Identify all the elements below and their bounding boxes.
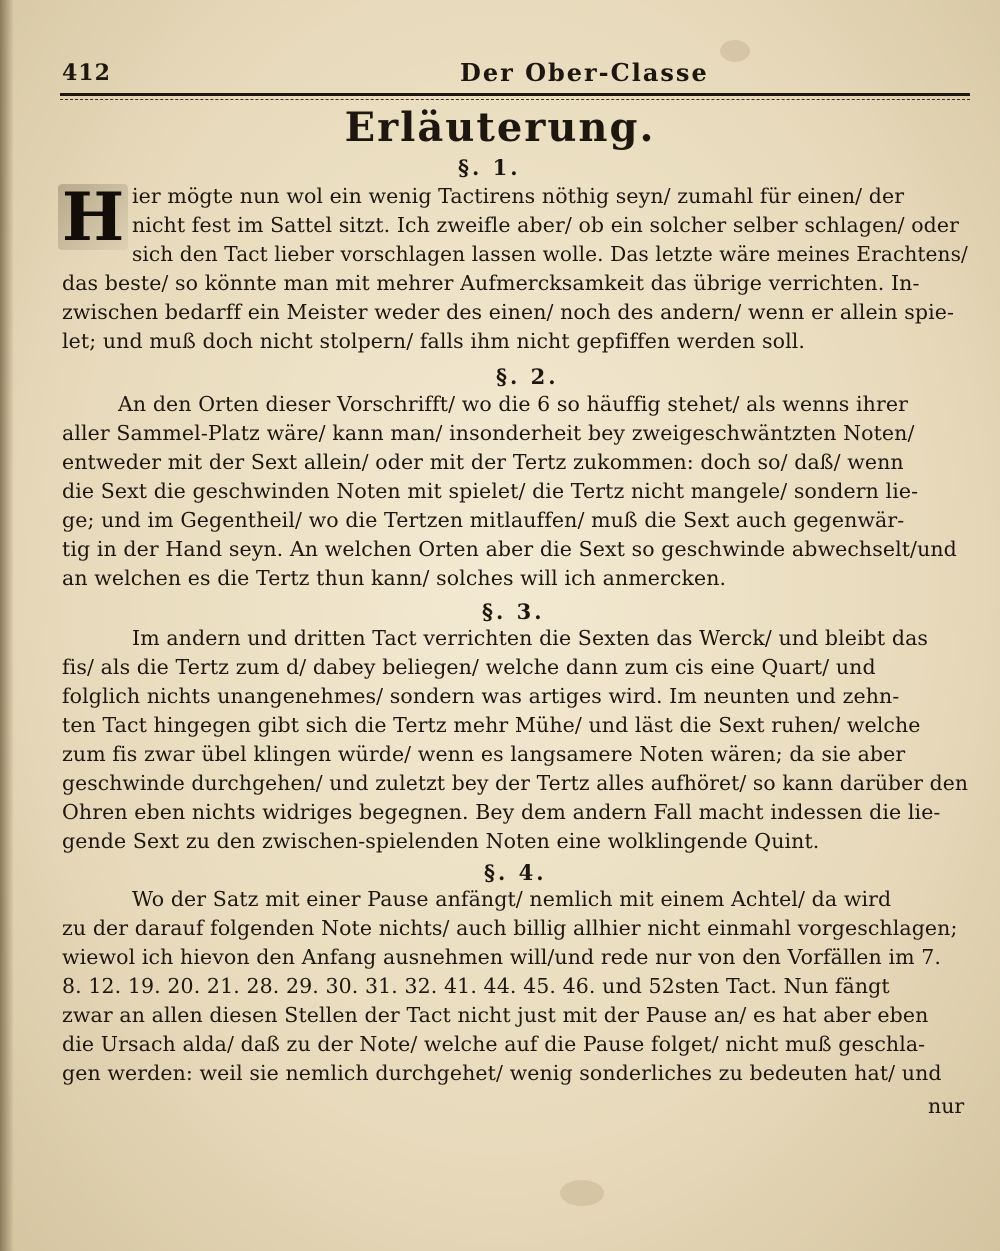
text-line: zum fis zwar übel klingen würde/ wenn es langsamere Noten wären; da sie aber bbox=[62, 742, 906, 766]
text-line: An den Orten dieser Vorschrifft/ wo die 6 so häuffig stehet/ als wenns ihrer bbox=[118, 392, 909, 416]
text-line: folglich nichts unangenehmes/ sondern was artiges wird. Im neunten und zehn- bbox=[62, 684, 900, 708]
section-mark-3: §. 3. bbox=[482, 599, 545, 624]
text-line: gende Sext zu den zwischen-spielenden Noten eine wolklingende Quint. bbox=[62, 829, 820, 853]
header-rule bbox=[60, 93, 970, 102]
text-line: geschwinde durchgehen/ und zuletzt bey der Tertz alles aufhöret/ so kann darüber den bbox=[62, 771, 969, 795]
text-line: 8. 12. 19. 20. 21. 28. 29. 30. 31. 32. 41. 44. 45. 46. und 52sten Tact. Nun fängt bbox=[62, 974, 890, 998]
page-edge-shadow bbox=[0, 0, 14, 1251]
text-line: zwar an allen diesen Stellen der Tact nicht just mit der Pause an/ es hat aber eben bbox=[62, 1003, 929, 1027]
text-line: fis/ als die Tertz zum d/ dabey beliegen/ welche dann zum cis eine Quart/ und bbox=[62, 655, 876, 679]
text-line: Wo der Satz mit einer Pause anfängt/ nemlich mit einem Achtel/ da wird bbox=[132, 887, 892, 911]
text-line: entweder mit der Sext allein/ oder mit der Tertz zukommen: doch so/ daß/ wenn bbox=[62, 450, 904, 474]
running-head: Der Ober-Classe bbox=[460, 58, 709, 87]
catchword: nur bbox=[928, 1094, 965, 1118]
text-line: sich den Tact lieber vorschlagen lassen wolle. Das letzte wäre meines Erachtens/ bbox=[132, 242, 968, 266]
text-line: ten Tact hingegen gibt sich die Tertz mehr Mühe/ und läst die Sext ruhen/ welche bbox=[62, 713, 921, 737]
section-mark-2: §. 2. bbox=[496, 364, 559, 389]
header-rule-ornament bbox=[60, 99, 970, 100]
chapter-title: Erläuterung. bbox=[344, 104, 656, 151]
text-line: ier mögte nun wol ein wenig Tactirens nöthig seyn/ zumahl für einen/ der bbox=[132, 184, 905, 208]
text-line: wiewol ich hievon den Anfang ausnehmen will/und rede nur von den Vorfällen im 7. bbox=[62, 945, 942, 969]
text-line: let; und muß doch nicht stolpern/ falls ihm nicht gepfiffen werden soll. bbox=[62, 329, 806, 353]
text-line: nicht fest im Sattel sitzt. Ich zweifle aber/ ob ein solcher selber schlagen/ oder bbox=[132, 213, 960, 237]
text-line: zu der darauf folgenden Note nichts/ auch billig allhier nicht einmahl vorgeschlagen; bbox=[62, 916, 958, 940]
drop-cap-initial: H bbox=[58, 184, 128, 250]
text-line: aller Sammel-Platz wäre/ kann man/ insonderheit bey zweigeschwäntzten Noten/ bbox=[62, 421, 915, 445]
text-line: Ohren eben nichts widriges begegnen. Bey dem andern Fall macht indessen die lie- bbox=[62, 800, 941, 824]
text-line: gen werden: weil sie nemlich durchgehet/ wenig sonderliches zu bedeuten hat/ und bbox=[62, 1061, 942, 1085]
section-mark-1: §. 1. bbox=[458, 155, 521, 180]
text-line: ge; und im Gegentheil/ wo die Tertzen mitlauffen/ muß die Sext auch gegenwär- bbox=[62, 508, 905, 532]
paper-stain bbox=[560, 1180, 604, 1206]
text-line: tig in der Hand seyn. An welchen Orten aber die Sext so geschwinde abwechselt/und bbox=[62, 537, 957, 561]
page-number: 412 bbox=[62, 60, 111, 86]
text-line: Im andern und dritten Tact verrichten die Sexten das Werck/ und bleibt das bbox=[132, 626, 929, 650]
text-line: die Sext die geschwinden Noten mit spielet/ die Tertz nicht mangele/ sondern lie- bbox=[62, 479, 919, 503]
text-line: an welchen es die Tertz thun kann/ solches will ich anmercken. bbox=[62, 566, 727, 590]
section-mark-4: §. 4. bbox=[484, 860, 547, 885]
text-line: das beste/ so könnte man mit mehrer Aufmercksamkeit das übrige verrichten. In- bbox=[62, 271, 920, 295]
text-line: die Ursach alda/ daß zu der Note/ welche auf die Pause folget/ nicht muß geschla- bbox=[62, 1032, 926, 1056]
page-header bbox=[60, 58, 970, 92]
text-line: zwischen bedarff ein Meister weder des einen/ noch des andern/ wenn er allein spie- bbox=[62, 300, 955, 324]
